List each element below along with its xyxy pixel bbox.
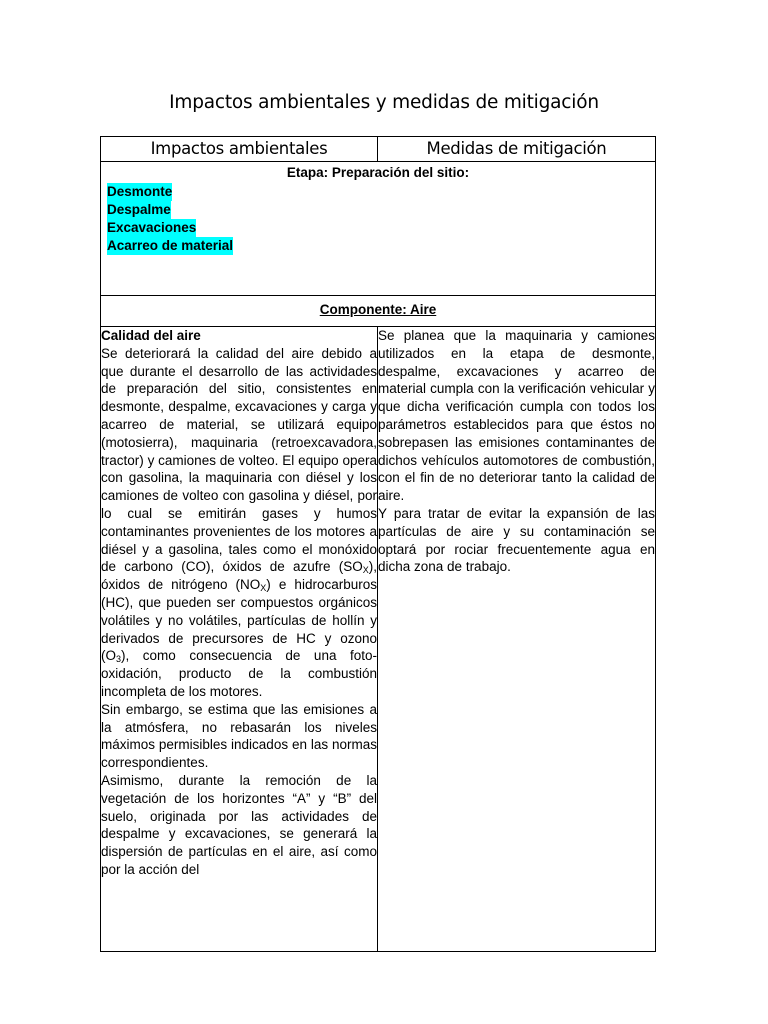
impacts-cell [101, 327, 378, 952]
impact-subtitle: Calidad del aire [101, 328, 201, 343]
component-title: Componente: Aire [101, 296, 656, 327]
component-row [101, 296, 656, 327]
list-item [107, 183, 655, 201]
impact-paragraph-1 [101, 345, 377, 701]
stage-title: Etapa: Preparación del sitio: [286, 165, 470, 180]
activity-highlight: Excavaciones [107, 220, 197, 235]
subscript: 3 [116, 654, 122, 665]
list-item [107, 201, 655, 219]
activity-highlight: Despalme [107, 202, 171, 217]
content-row [101, 327, 656, 952]
subscript: X [362, 565, 369, 576]
activity-list [107, 183, 655, 255]
impact-paragraph-3: Asimismo, durante la remoción de la vegetación de los horizontes “A” y “B” del suelo, originada por las actividades de despalme y excavaciones, se generará la dispersión de partículas en el aire, así como por la acción del [101, 772, 377, 877]
column-header-impacts: Impactos ambientales [101, 137, 378, 162]
table-header-row [101, 137, 656, 162]
text-run: Se deteriorará la calidad del aire debido a que durante el desarrollo de las actividades de preparación del sitio, consistentes en desmonte, despalme, excavaciones y carga y acarreo de material, se utilizará equipo (motosierra), maquinaria (retroexcavadora, tractor) y camiones de volteo. El equipo opera con gasolina, la maquinaria con diésel y los camiones de volteo con gasolina y diésel, por lo cual se emitirán gases y humos contaminantes provenientes de los motores a diésel y a gasolina, tales como el monóxido de carbono (CO), óxidos de azufre (SO [101, 345, 377, 575]
list-item [107, 237, 655, 255]
text-run: ), óxidos de nitrógeno (NO [101, 559, 377, 593]
column-header-mitigation: Medidas de mitigación [378, 137, 656, 162]
document-title: Impactos ambientales y medidas de mitigación [169, 92, 599, 113]
impact-paragraph-2: Sin embargo, se estima que las emisiones a la atmósfera, no rebasarán los niveles máximos permisibles indicados en las normas correspondientes. [101, 701, 377, 771]
mitigation-cell [378, 327, 656, 952]
mitigation-paragraph-2: Y para tratar de evitar la expansión de las partículas de aire y su contaminación se optará por rociar frecuentemente agua en dicha zona de trabajo. [378, 505, 655, 575]
stage-row [101, 162, 656, 296]
text-run: ) e hidrocarburos (HC), que pueden ser compuestos orgánicos volátiles y no volátiles, partículas de hollín y derivados de precursores de HC y ozono (O [101, 577, 377, 664]
subscript: X [260, 583, 267, 594]
activity-highlight: Acarreo de material [107, 238, 234, 253]
mitigation-paragraph-1: Se planea que la maquinaria y camiones utilizados en la etapa de desmonte, despalme, excavaciones y acarreo de material cumpla con la verificación vehicular y que dicha verificación cumpla con todos los parámetros establecidos para que éstos no sobrepasen las emisiones contaminantes de dichos vehículos automotores de combustión, con el fin de no deteriorar tanto la calidad de aire. [378, 328, 655, 504]
list-item [107, 219, 655, 237]
text-run: ), como consecuencia de una foto-oxidación, producto de la combustión incompleta de los motores. [101, 648, 377, 699]
stage-cell [101, 162, 656, 296]
impacts-table [100, 136, 656, 952]
activity-highlight: Desmonte [107, 184, 173, 199]
